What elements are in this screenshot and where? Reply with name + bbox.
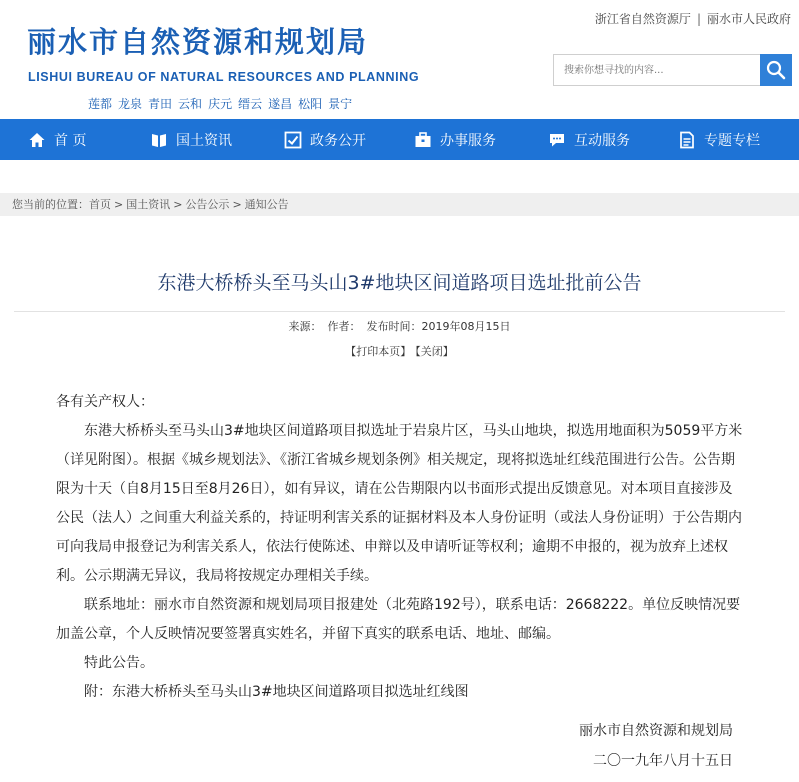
body-paragraph: 东港大桥桥头至马头山3#地块区间道路项目拟选址于岩泉片区，马头山地块，拟选用地面积为5059平方米（详见附图）。根据《城乡规划法》、《浙江省城乡规划条例》相关规定，现将拟选址红线范围进行公告。公告期限为十天（自8月15日至8月26日），如有异议，请在公告期限内以书面形式提出反馈意见。对本项目直接涉及公民（法人）之间重大利益关系的，持证明利害关系的证据材料及本人身份证明（或法人身份证明）于公告期内可向我局申报登记为利害关系人，依法行使陈述、申辩以及申请听证等权利；逾期不申报的，视为放弃上述权利。公示期满无异议，我局将按规定办理相关手续。 <box>56 423 743 584</box>
nav-services[interactable] <box>414 119 496 160</box>
nav-land-news-label: 国土资讯 <box>176 132 232 149</box>
salutation: 各有关产权人： <box>56 394 154 410</box>
county-link[interactable]: 庆元 <box>208 97 233 111</box>
title-divider <box>14 311 785 312</box>
book-icon <box>150 131 168 149</box>
signature-org: 丽水市自然资源和规划局 <box>579 723 733 739</box>
nav-home[interactable] <box>28 119 86 160</box>
article-title: 东港大桥桥头至马头山3#地块区间道路项目选址批前公告 <box>157 272 642 294</box>
breadcrumb-separator: > <box>114 198 124 211</box>
nav-services-label: 办事服务 <box>440 132 496 149</box>
author-label: 作者： <box>327 320 361 333</box>
search-button[interactable] <box>760 54 792 86</box>
county-link[interactable]: 景宁 <box>328 97 353 111</box>
breadcrumb-prefix: 您当前的位置： <box>12 198 89 211</box>
nav-special-topics-label: 专题专栏 <box>704 132 760 149</box>
print-page-link[interactable]: 【打印本页】 <box>345 345 412 358</box>
home-icon <box>28 131 46 149</box>
chat-icon <box>548 131 566 149</box>
county-link[interactable]: 龙泉 <box>118 97 143 111</box>
breadcrumb <box>0 193 799 216</box>
breadcrumb-separator: > <box>173 198 183 211</box>
top-link-zhejiang-resources[interactable]: 浙江省自然资源厅 <box>594 12 691 26</box>
breadcrumb-item[interactable]: 通知公告 <box>244 198 289 211</box>
body-paragraph: 联系地址：丽水市自然资源和规划局项目报建处（北苑路192号），联系电话：2668222。单位反映情况要加盖公章，个人反映情况要签署真实姓名，并留下真实的联系电话、地址、邮编。 <box>56 597 741 642</box>
close-page-link[interactable]: 【关闭】 <box>415 345 454 358</box>
site-header <box>0 0 799 119</box>
nav-home-label: 首 页 <box>54 132 87 149</box>
site-logo-subtitle: LISHUI BUREAU OF NATURAL RESOURCES AND PLANNING <box>28 70 420 84</box>
county-link[interactable]: 云和 <box>178 97 203 111</box>
top-link-separator: | <box>696 12 701 26</box>
nav-special-topics[interactable] <box>678 119 760 160</box>
check-icon <box>284 131 302 149</box>
attachment-link[interactable]: 附：东港大桥桥头至马头山3#地块区间道路项目拟选址红线图 <box>84 684 469 700</box>
body-paragraph: 特此公告。 <box>84 655 154 671</box>
nav-gov-affairs-label: 政务公开 <box>310 132 366 149</box>
briefcase-icon <box>414 131 432 149</box>
county-link[interactable]: 莲都 <box>88 97 113 111</box>
top-links <box>595 10 791 27</box>
top-link-lishui-government[interactable]: 丽水市人民政府 <box>706 12 791 26</box>
county-link[interactable]: 青田 <box>148 97 173 111</box>
county-links <box>88 95 358 112</box>
signature-date: 二〇一九年八月十五日 <box>593 753 733 769</box>
breadcrumb-separator: > <box>232 198 242 211</box>
breadcrumb-item[interactable]: 首页 <box>89 198 111 211</box>
county-link[interactable]: 遂昌 <box>268 97 293 111</box>
nav-land-news[interactable] <box>150 119 232 160</box>
article-actions <box>0 343 799 359</box>
nav-gov-affairs[interactable] <box>284 119 366 160</box>
article-meta <box>0 318 799 334</box>
breadcrumb-item[interactable]: 公告公示 <box>185 198 230 211</box>
search-box <box>553 54 787 86</box>
county-link[interactable]: 松阳 <box>298 97 323 111</box>
source-label: 来源： <box>288 320 322 333</box>
nav-interaction-label: 互动服务 <box>574 132 630 149</box>
breadcrumb-item[interactable]: 国土资讯 <box>126 198 171 211</box>
document-icon <box>678 131 696 149</box>
county-link[interactable]: 缙云 <box>238 97 263 111</box>
search-input[interactable] <box>553 54 760 86</box>
search-icon <box>760 54 792 86</box>
nav-interaction[interactable] <box>548 119 630 160</box>
main-nav <box>0 119 799 160</box>
site-logo-title[interactable]: 丽水市自然资源和规划局 <box>27 25 369 59</box>
article-body <box>56 388 746 707</box>
publish-date: 发布时间：2019年08月15日 <box>366 320 511 333</box>
